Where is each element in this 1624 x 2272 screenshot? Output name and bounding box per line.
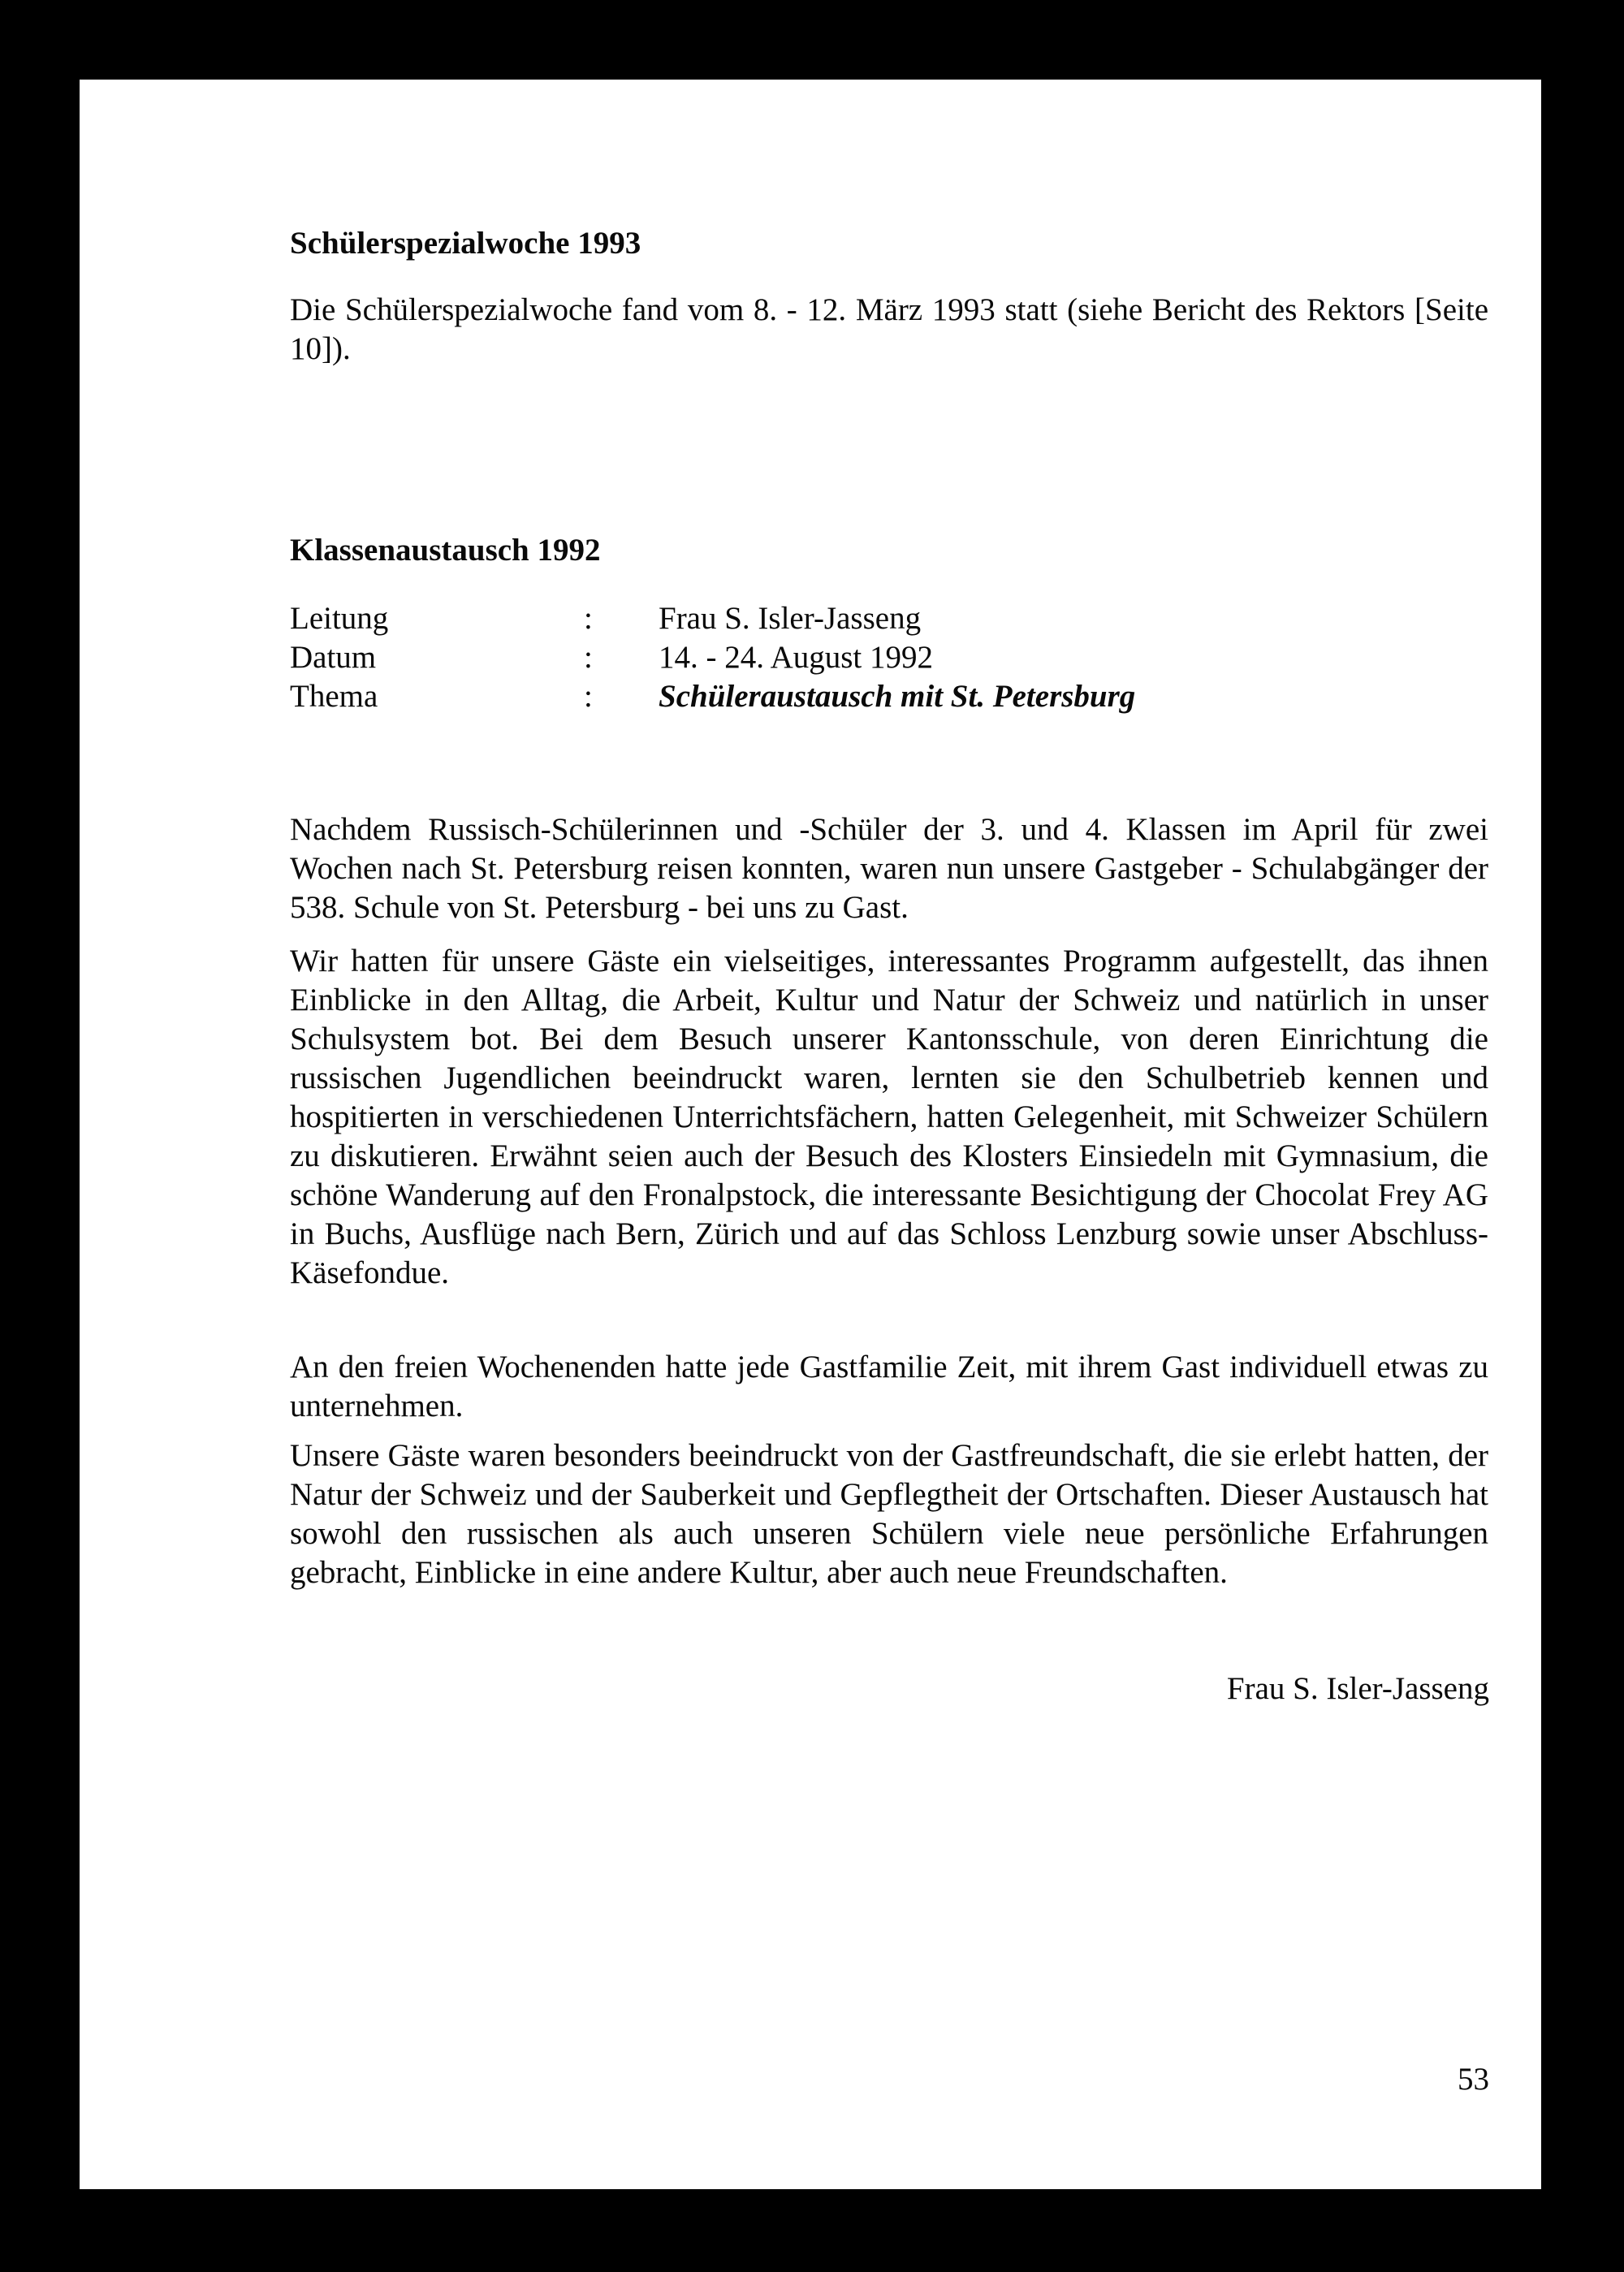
paragraph-intro: Nachdem Russisch-Schülerinnen und -Schüler der 3. und 4. Klassen im April für zwei Wochen nach St. Petersburg reisen konnten, waren nun unsere Gastgeber - Schulabgänger der 538. Schule von St. Petersburg - bei uns zu Gast. [290,812,1488,925]
section-heading-klassenaustausch: Klassenaustausch 1992 [290,533,601,568]
meta-label: Leitung [290,601,389,636]
paragraph-wochenenden: An den freien Wochenenden hatte jede Gastfamilie Zeit, mit ihrem Gast individuell etwas zu unternehmen. [290,1350,1488,1423]
meta-colon: : [584,601,593,636]
meta-colon: : [584,679,593,714]
section-heading-schuelerspezialwoche: Schülerspezialwoche 1993 [290,226,641,261]
meta-value: Schüleraustausch mit St. Petersburg [659,679,1136,714]
page-number: 53 [1458,2062,1489,2097]
document-page [80,80,1541,2189]
meta-value: Frau S. Isler-Jasseng [659,601,922,636]
paragraph-programm: Wir hatten für unsere Gäste ein vielseitiges, interessantes Programm aufgestellt, das ihnen Einblicke in den Alltag, die Arbeit, Kultur und Natur der Schweiz und natürlich in unser Schulsystem bot. Bei dem Besuch unserer Kantonsschule, von deren Einrichtung die russischen Jugendlichen beeindruckt waren, lernten sie den Schulbetrieb kennen und hospitierten in verschiedenen Unterrichtsfächern, hatten Gelegenheit, mit Schweizer Schülern zu diskutieren. Erwähnt seien auch der Besuch des Klosters Einsiedeln mit Gymnasium, die schöne Wanderung auf den Fronalpstock, die interessante Besichtigung der Chocolat Frey AG in Buchs, Ausflüge nach Bern, Zürich und auf das Schloss Lenzburg sowie unser Abschluss-Käsefondue. [290,944,1488,1290]
meta-value: 14. - 24. August 1992 [659,640,934,675]
paragraph-schuelerspezialwoche: Die Schülerspezialwoche fand vom 8. - 12. März 1993 statt (siehe Bericht des Rektors [Seite 10]). [290,292,1488,366]
meta-label: Thema [290,679,378,714]
meta-label: Datum [290,640,377,675]
paragraph-eindruecke: Unsere Gäste waren besonders beeindruckt von der Gastfreundschaft, die sie erlebt hatten, der Natur der Schweiz und der Sauberkeit und Gepflegtheit der Ortschaften. Dieser Austausch hat sowohl den russischen als auch unseren Schülern viele neue persönliche Erfahrungen gebracht, Einblicke in eine andere Kultur, aber auch neue Freundschaften. [290,1438,1488,1590]
signature: Frau S. Isler-Jasseng [1226,1671,1489,1706]
meta-colon: : [584,640,593,675]
